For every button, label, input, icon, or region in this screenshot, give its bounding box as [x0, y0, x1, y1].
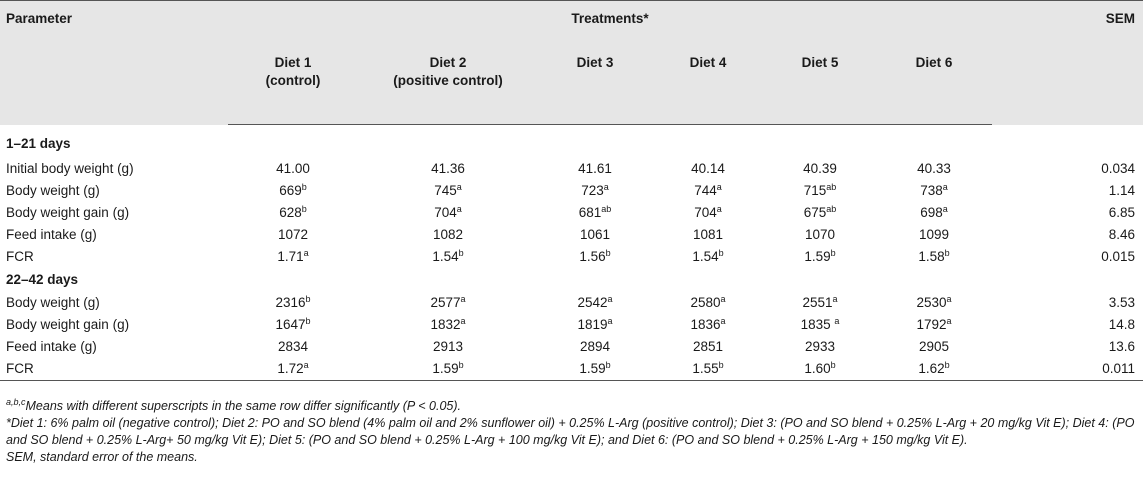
value-cell [652, 357, 764, 381]
table-row [0, 313, 1143, 335]
value-number: 40.14 [691, 160, 725, 176]
significance-superscript: b [305, 293, 311, 304]
sem-value: 13.6 [1108, 338, 1136, 354]
value-number: 2530 [916, 294, 947, 310]
value-cell [538, 201, 652, 223]
value-number: 1.54 [692, 248, 719, 264]
significance-superscript: a [834, 315, 840, 326]
value-number: 1647 [275, 316, 306, 332]
significance-superscript: a [607, 293, 613, 304]
value-number: 2542 [577, 294, 608, 310]
value-number: 745 [434, 182, 457, 198]
table-row [0, 335, 1143, 357]
value-number: 1.54 [432, 248, 459, 264]
header-diet-4 [652, 52, 764, 125]
diet-subtitle: (positive control) [393, 73, 503, 88]
value-number: 1081 [692, 226, 724, 242]
value-cell [538, 245, 652, 267]
value-cell [876, 291, 992, 313]
header-treatments: Treatments* [228, 1, 992, 53]
table-row [0, 291, 1143, 313]
value-cell [538, 313, 652, 335]
section-row [0, 125, 1143, 158]
header-diet-2 [358, 52, 538, 125]
value-cell [652, 313, 764, 335]
significance-superscript: a [603, 181, 609, 192]
value-cell [652, 291, 764, 313]
significance-superscript: a [456, 181, 462, 192]
sem-value: 14.8 [1108, 316, 1136, 332]
value-number: 723 [581, 182, 604, 198]
value-number: 2834 [277, 338, 309, 354]
significance-superscript: b [830, 360, 836, 370]
value-number: 1836 [690, 316, 721, 332]
section-row [0, 267, 1143, 291]
value-number: 681 [578, 204, 602, 220]
sem-value: 0.015 [1101, 248, 1136, 264]
diet-name: Diet 1 [274, 55, 312, 70]
value-cell [652, 223, 764, 245]
value-number: 2580 [690, 294, 721, 310]
diet-name: Diet 4 [689, 55, 727, 70]
value-number: 41.36 [431, 160, 465, 176]
value-number: 1.55 [692, 361, 719, 376]
value-number: 40.39 [803, 160, 837, 176]
value-cell [764, 313, 876, 335]
value-number: 1832 [430, 316, 461, 332]
significance-superscript: a [946, 315, 952, 326]
value-cell [876, 201, 992, 223]
significance-superscript: a [832, 293, 838, 304]
value-number: 1.59 [804, 248, 831, 264]
value-cell [652, 179, 764, 201]
significance-superscript: b [301, 203, 307, 214]
row-label: Body weight (g) [6, 182, 100, 198]
table-row [0, 201, 1143, 223]
value-number: 1.56 [579, 248, 606, 264]
significance-superscript: a [716, 181, 722, 192]
value-cell [358, 357, 538, 381]
value-number: 2851 [692, 338, 724, 354]
significance-superscript: b [944, 247, 950, 258]
header-diet-1 [228, 52, 358, 125]
value-cell [538, 291, 652, 313]
value-number: 1061 [579, 226, 611, 242]
significance-superscript: a [607, 315, 613, 326]
value-cell [876, 179, 992, 201]
significance-superscript: a [456, 203, 462, 214]
significance-superscript: a [720, 315, 726, 326]
value-number: 628 [279, 204, 302, 220]
significance-superscript: ab [826, 181, 837, 192]
significance-superscript: a [942, 203, 948, 214]
value-cell [652, 157, 764, 179]
row-label: Body weight gain (g) [6, 316, 130, 332]
row-label: Initial body weight (g) [6, 160, 134, 176]
sem-value: 0.034 [1101, 160, 1136, 176]
value-number: 675 [803, 204, 827, 220]
value-cell [538, 157, 652, 179]
significance-superscript: ab [826, 203, 837, 214]
significance-superscript: a [460, 315, 466, 326]
significance-superscript: b [605, 360, 611, 370]
value-cell [652, 335, 764, 357]
value-number: 669 [279, 182, 302, 198]
diet-name: Diet 5 [801, 55, 839, 70]
value-cell [358, 157, 538, 179]
significance-superscript: b [718, 247, 724, 258]
value-number: 715 [803, 182, 827, 198]
significance-superscript: a [303, 360, 309, 370]
value-number: 41.00 [276, 160, 310, 176]
value-number: 744 [694, 182, 717, 198]
sem-value: 0.011 [992, 357, 1143, 381]
value-cell [764, 291, 876, 313]
significance-superscript: a [720, 293, 726, 304]
value-number: 2551 [802, 294, 833, 310]
sem-value: 1.14 [1108, 182, 1136, 198]
diet-name: Diet 6 [915, 55, 953, 70]
significance-superscript: a [460, 293, 466, 304]
note-significance [6, 398, 1136, 415]
value-number: 1819 [577, 316, 608, 332]
significance-superscript: ab [601, 203, 612, 214]
value-cell [358, 179, 538, 201]
value-number: 704 [694, 204, 717, 220]
value-cell [358, 335, 538, 357]
row-label: Feed intake (g) [6, 226, 97, 242]
table-body [0, 125, 1143, 381]
value-number: 1070 [804, 226, 836, 242]
value-cell [876, 313, 992, 335]
value-cell [228, 201, 358, 223]
value-cell [228, 245, 358, 267]
value-cell [764, 335, 876, 357]
value-number: 2905 [919, 338, 950, 354]
value-cell [876, 357, 992, 381]
value-cell [228, 335, 358, 357]
table-notes [6, 398, 1136, 466]
value-number: 2913 [432, 338, 464, 354]
section-title: 1–21 days [6, 135, 71, 151]
diet-subtitle: (control) [265, 73, 321, 88]
value-cell [228, 223, 358, 245]
value-number: 1.71 [277, 248, 304, 264]
significance-superscript: b [718, 360, 724, 370]
value-number: 1099 [919, 226, 950, 242]
value-number: 1082 [432, 226, 464, 242]
value-cell [358, 245, 538, 267]
value-cell [228, 313, 358, 335]
value-cell [652, 245, 764, 267]
significance-superscript: b [605, 247, 611, 258]
diet-name: Diet 3 [576, 55, 614, 70]
value-number: 1.72 [277, 361, 304, 376]
value-cell [652, 201, 764, 223]
row-label: Body weight gain (g) [6, 204, 130, 220]
value-number: 1.60 [804, 361, 831, 376]
sem-value: 6.85 [1108, 204, 1136, 220]
significance-superscript: b [305, 315, 311, 326]
row-label: Feed intake (g) [6, 338, 97, 354]
value-cell [538, 357, 652, 381]
value-number: 1835 [800, 316, 835, 332]
value-cell [876, 335, 992, 357]
header-parameter: Parameter [0, 1, 228, 125]
significance-superscript: a [716, 203, 722, 214]
section-title: 22–42 days [6, 271, 79, 287]
table-row [0, 157, 1143, 179]
value-cell [538, 335, 652, 357]
value-number: 704 [434, 204, 457, 220]
table-row [0, 223, 1143, 245]
significance-superscript: b [458, 360, 464, 370]
significance-superscript: a [942, 181, 948, 192]
sem-value: 8.46 [1108, 226, 1136, 242]
value-cell [228, 179, 358, 201]
sem-value: 3.53 [1108, 294, 1136, 310]
value-cell [358, 201, 538, 223]
row-label: Body weight (g) [6, 294, 100, 310]
value-cell [876, 157, 992, 179]
header-sem: SEM [992, 1, 1143, 125]
value-number: 2316 [275, 294, 306, 310]
value-cell [764, 201, 876, 223]
significance-superscript: b [458, 247, 464, 258]
value-number: 1.58 [918, 248, 945, 264]
value-number: 1.62 [918, 361, 945, 376]
header-diet-6 [876, 52, 992, 125]
value-number: 1.59 [432, 361, 459, 376]
value-number: 41.61 [578, 160, 612, 176]
value-number: 1072 [277, 226, 309, 242]
value-cell [538, 179, 652, 201]
value-number: 2577 [430, 294, 461, 310]
value-cell [358, 313, 538, 335]
significance-superscript: b [944, 360, 950, 370]
value-cell [876, 223, 992, 245]
note-sem: SEM, standard error of the means. [6, 450, 198, 464]
header-diet-5 [764, 52, 876, 125]
value-number: 40.33 [917, 160, 951, 176]
value-cell [764, 157, 876, 179]
header-diet-3 [538, 52, 652, 125]
significance-superscript: b [301, 181, 307, 192]
value-cell [358, 291, 538, 313]
row-label: FCR [6, 248, 34, 264]
row-label: FCR [0, 357, 228, 381]
value-cell [764, 245, 876, 267]
value-number: 2933 [804, 338, 836, 354]
significance-superscript: a [946, 293, 952, 304]
table-row [0, 179, 1143, 201]
table-row [0, 245, 1143, 267]
value-cell [764, 357, 876, 381]
table-header [0, 1, 1143, 125]
significance-superscript: a [303, 247, 309, 258]
value-cell [228, 157, 358, 179]
value-cell [228, 357, 358, 381]
value-cell [764, 223, 876, 245]
value-number: 1792 [916, 316, 947, 332]
value-number: 738 [920, 182, 943, 198]
diet-name: Diet 2 [429, 55, 467, 70]
value-cell [764, 179, 876, 201]
table-row [0, 357, 1143, 381]
note-significance-text: Means with different superscripts in the same row differ significantly (P < 0.05). [25, 399, 462, 413]
value-cell [228, 291, 358, 313]
value-cell [876, 245, 992, 267]
value-cell [538, 223, 652, 245]
value-number: 698 [920, 204, 943, 220]
note-significance-superscript: a,b,c [6, 397, 26, 407]
value-number: 1.59 [579, 361, 606, 376]
value-cell [358, 223, 538, 245]
value-number: 2894 [579, 338, 611, 354]
significance-superscript: b [830, 247, 836, 258]
note-diets: *Diet 1: 6% palm oil (negative control); Diet 2: PO and SO blend (4% palm oil and 2% sunflower oil) + 0.25% L-Arg (positive control); Diet 3: (PO and SO blend + 0.25% L-Arg + 20 mg/kg Vit E); Diet 4: (PO and SO blend + 0.25% L-Arg+ 50 mg/kg Vit E); Diet 5: (PO and SO blend + 0.25% L-Arg + 100 mg/kg Vit E); and Diet 6: (PO and SO blend + 0.25% L-Arg + 150 mg/kg Vit E). [6, 416, 1135, 447]
